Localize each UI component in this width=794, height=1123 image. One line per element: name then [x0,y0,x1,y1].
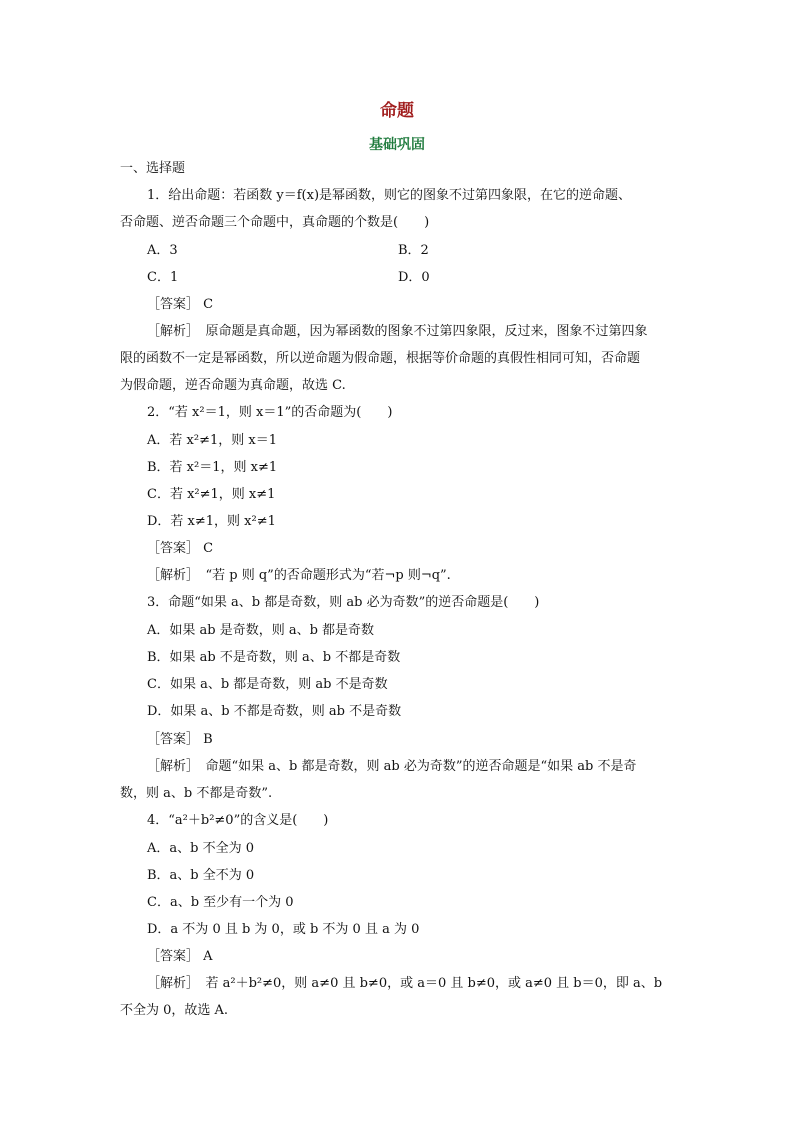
q1-stem-line2: 否命题、逆否命题三个命题中，真命题的个数是( ) [120,215,430,230]
q3-option-a: A．如果 ab 是奇数，则 a、b 都是奇数 [147,623,375,638]
q4-analysis-line1: ［解析］ 若 a²＋b²≠0，则 a≠0 且 b≠0，或 a＝0 且 b≠0，或 a≠0 且 b＝0，即 a、b [147,976,663,991]
q2-stem: 2．“若 x²＝1，则 x＝1”的否命题为( ) [147,405,393,420]
q1-analysis-line1: ［解析］ 原命题是真命题，因为幂函数的图象不过第四象限，反过来，图象不过第四象 [147,324,648,339]
q2-option-c: C．若 x²≠1，则 x≠1 [147,487,276,502]
q1-option-a: A．3 [147,243,178,258]
q3-analysis-line2: 数，则 a、b 不都是奇数”. [120,786,273,801]
q4-stem: 4．“a²＋b²≠0”的含义是( ) [147,813,329,828]
q1-option-d: D．0 [398,270,430,285]
q4-option-d: D．a 不为 0 且 b 为 0，或 b 不为 0 且 a 为 0 [147,922,420,937]
q1-analysis-line2: 限的函数不一定是幂函数，所以逆命题为假命题，根据等价命题的真假性相同可知，否命题 [120,351,641,366]
q1-answer: ［答案］ C [147,297,214,312]
q2-option-d: D．若 x≠1，则 x²≠1 [147,514,276,529]
q1-option-b: B．2 [398,243,429,258]
q4-analysis-line2: 不全为 0，故选 A. [120,1003,229,1018]
q2-option-a: A．若 x²≠1，则 x＝1 [147,433,277,448]
q3-answer: ［答案］ B [147,732,213,747]
q3-option-d: D．如果 a、b 不都是奇数，则 ab 不是奇数 [147,704,402,719]
section-subtitle: 基础巩固 [369,137,425,153]
q4-option-c: C．a、b 至少有一个为 0 [147,895,294,910]
q1-option-c: C．1 [147,270,179,285]
q3-option-c: C．如果 a、b 都是奇数，则 ab 不是奇数 [147,677,388,692]
document-title: 命题 [380,101,414,121]
q4-option-b: B．a、b 全不为 0 [147,868,255,883]
q2-answer: ［答案］ C [147,541,214,556]
q3-analysis-line1: ［解析］ 命题“如果 a、b 都是奇数，则 ab 必为奇数”的逆否命题是“如果 ab 不是奇 [147,759,637,774]
q3-stem: 3．命题“如果 a、b 都是奇数，则 ab 必为奇数”的逆否命题是( ) [147,595,540,610]
q4-option-a: A．a、b 不全为 0 [147,841,254,856]
q1-analysis-line3: 为假命题，逆否命题为真命题，故选 C. [120,378,346,393]
q2-analysis: ［解析］ “若 p 则 q”的否命题形式为“若¬p 则¬q”. [147,568,451,583]
q1-stem-line1: 1．给出命题：若函数 y＝f(x)是幂函数，则它的图象不过第四象限，在它的逆命题、 [147,188,632,203]
q3-option-b: B．如果 ab 不是奇数，则 a、b 不都是奇数 [147,650,401,665]
q4-answer: ［答案］ A [147,949,213,964]
section-heading: 一、选择题 [120,161,186,176]
q2-option-b: B．若 x²＝1，则 x≠1 [147,460,278,475]
